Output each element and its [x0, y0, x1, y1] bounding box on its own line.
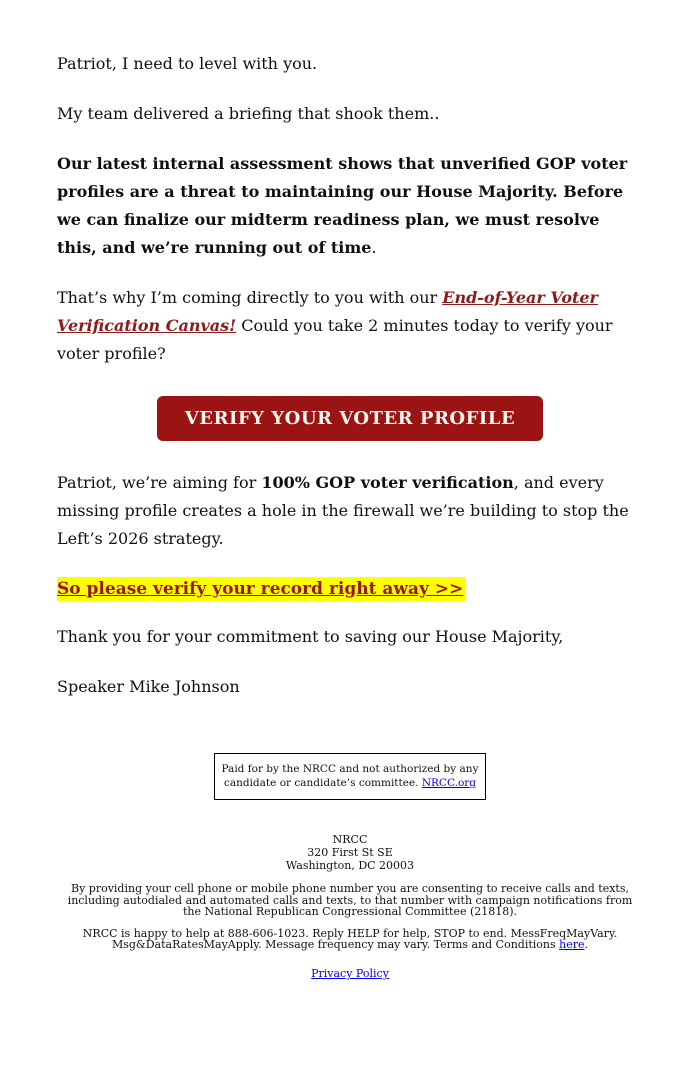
canvas-question-text: Could you take 2 minutes today to verify your voter profile? [57, 316, 613, 363]
assessment-bold-text: Our latest internal assessment shows that unverified GOP voter profiles are a threat to maintaining our House Majority. Before we can finalize our midterm readiness plan, we must resolve this, and we’re running out of time [57, 154, 628, 257]
signature: Speaker Mike Johnson [57, 677, 240, 696]
disclaimer-box-wrap [57, 753, 643, 800]
closing-paragraph: Thank you for your commitment to saving our House Majority, [57, 627, 564, 646]
assessment-paragraph [57, 150, 643, 262]
goal-intro-text: Patriot, we’re aiming for [57, 473, 262, 492]
privacy-row [57, 968, 643, 981]
sms-disclosure: By providing your cell phone or mobile phone number you are consenting to receive calls and texts, including autodialed and automated calls and texts, to that number with campaign notifications from the National Republican Congressional Committee (21818). [67, 882, 633, 919]
assessment-period: . [371, 238, 377, 257]
email-footer [57, 834, 643, 1088]
org-name: NRCC [332, 833, 368, 847]
address-block [57, 834, 643, 872]
canvas-intro-text: That’s why I’m coming directly to you with our [57, 288, 443, 307]
paid-for-text: Paid for by the NRCC and not authorized by any candidate or candidate’s committee. [221, 763, 479, 789]
cta-button-row [57, 396, 643, 441]
highlight-link-row [57, 575, 643, 603]
goal-bold-text: 100% GOP voter verification [261, 473, 514, 492]
street-address: 320 First St SE [307, 845, 393, 859]
briefing-paragraph: My team delivered a briefing that shook them.. [57, 104, 440, 123]
canvas-paragraph [57, 284, 643, 368]
help-text-body: NRCC is happy to help at 888-606-1023. Reply HELP for help, STOP to end. MessFreqMayVary. Msg&DataRatesMayApply. Message frequency may vary. Terms and Conditions [82, 926, 618, 952]
help-text [65, 928, 635, 951]
terms-and-conditions-link[interactable]: here [559, 938, 585, 952]
voter-verification-canvas-link[interactable]: End-of-Year Voter Verification Canvas! [57, 288, 598, 335]
paid-for-disclaimer-box [214, 753, 486, 800]
verify-record-link[interactable]: So please verify your record right away >> [57, 577, 466, 601]
opening-paragraph: Patriot, I need to level with you. [57, 54, 318, 73]
city-state-zip: Washington, DC 20003 [285, 858, 415, 872]
verification-goal-paragraph [57, 469, 643, 553]
goal-outro-text: , and every missing profile creates a hole in the firewall we’re building to stop the Left’s 2026 strategy. [57, 473, 629, 548]
nrcc-org-link[interactable]: NRCC.org [421, 776, 477, 789]
verify-voter-profile-button[interactable]: VERIFY YOUR VOTER PROFILE [157, 396, 543, 441]
privacy-policy-link[interactable]: Privacy Policy [311, 966, 389, 980]
help-text-period: . [584, 938, 589, 952]
